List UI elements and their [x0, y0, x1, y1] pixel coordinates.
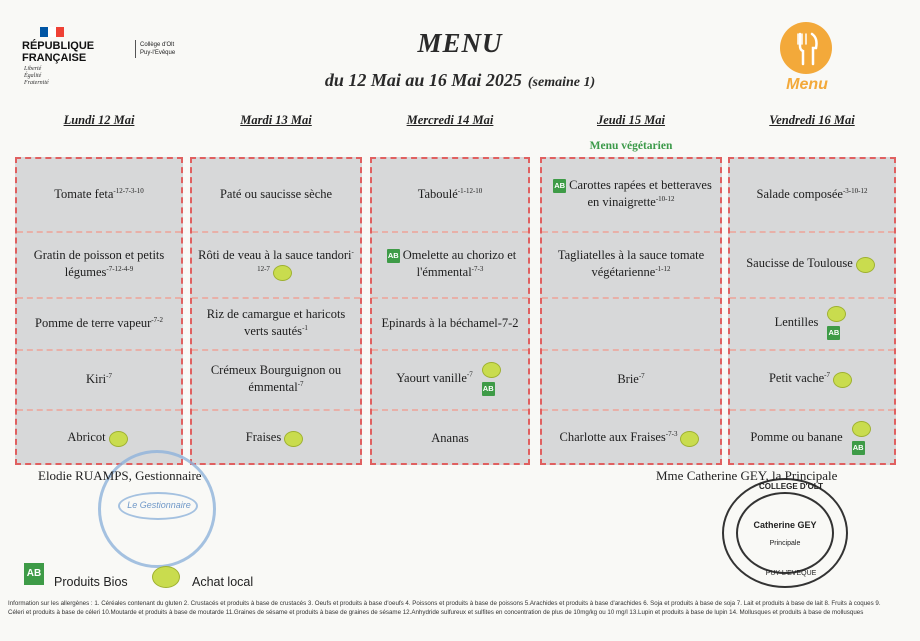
menu-cell: [372, 159, 528, 229]
dish-text: [23, 247, 175, 281]
day-header-monday: Lundi 12 Mai: [63, 113, 135, 127]
dish-text: [198, 247, 354, 281]
page-title: MENU: [417, 28, 503, 58]
dish-name: Abricot: [67, 430, 106, 445]
dish-text: [378, 247, 522, 281]
dish-text: [769, 370, 855, 387]
menu-logo-icon: [780, 22, 832, 74]
allergen-codes: -7-2: [151, 315, 163, 324]
menu-cell: [17, 231, 181, 295]
allergen-codes: -7: [466, 370, 473, 379]
dish-name: Ananas: [431, 430, 469, 445]
dish-name: Fraises: [245, 430, 282, 445]
allergen-codes: -12-7-3-10: [113, 186, 144, 195]
dish-text: [750, 421, 873, 455]
local-badge-icon: [273, 265, 292, 281]
legend-organic: Produits Bios: [54, 575, 128, 589]
menu-cell: [730, 349, 894, 407]
menu-logo-text: Menu: [786, 76, 828, 93]
principal-stamp-inner: [736, 492, 834, 574]
organic-label-icon: AB: [24, 563, 44, 585]
allergen-codes: -10-12: [655, 194, 675, 203]
principal-stamp-town: PUY L'EVEQUE: [765, 570, 817, 577]
menu-cell: [192, 231, 360, 295]
legend-local: Achat local: [192, 575, 254, 589]
dish-name: Gratin de poisson et petits légumes: [33, 248, 165, 279]
republique-francaise: RÉPUBLIQUE FRANÇAISE: [22, 40, 95, 64]
allergen-codes: -1-12-10: [457, 186, 483, 195]
dish-text: [35, 315, 163, 332]
vegetarian-menu-note: Menu végétarien: [589, 140, 673, 152]
dish-text: [67, 429, 130, 446]
dish-name: Rôti de veau à la sauce tandori: [198, 247, 352, 262]
menu-cell: [730, 159, 894, 229]
dish-text: [548, 247, 714, 281]
menu-column-thursday: [540, 157, 722, 465]
allergen-codes: -7: [297, 379, 304, 388]
dish-name: Tagliatelles à la sauce tomate végétarienne: [557, 248, 705, 279]
dish-name: Tomate feta: [54, 186, 114, 201]
menu-cell: [17, 349, 181, 407]
menu-cell: [192, 409, 360, 465]
local-badge-icon: [680, 431, 699, 447]
day-header-thursday: Jeudi 15 Mai: [596, 113, 666, 127]
dish-name: Brie: [617, 371, 639, 386]
cutlery-icon: [780, 22, 832, 74]
principal-stamp-role: Principale: [769, 540, 801, 547]
menu-column-wednesday: [370, 157, 530, 465]
dish-name: Saucisse de Toulouse: [746, 256, 853, 271]
local-badge-icon: [856, 257, 875, 273]
dish-name: Lentilles: [774, 314, 819, 329]
dish-text: [560, 429, 703, 446]
day-header-friday: Vendredi 16 Mai: [769, 113, 855, 127]
menu-cell: [372, 349, 528, 407]
dish-text: [54, 186, 144, 203]
dish-name: Pomme ou banane: [750, 429, 843, 444]
local-badge-icon: [284, 431, 303, 447]
dish-name: Salade composée: [756, 186, 843, 201]
dish-text: [246, 429, 306, 446]
menu-column-tuesday: [190, 157, 362, 465]
dish-name: Crémeux Bourguignon ou émmental: [210, 363, 342, 394]
menu-column-friday: [728, 157, 896, 465]
dish-text: [418, 186, 483, 203]
principal-stamp-name: Catherine GEY: [753, 520, 817, 530]
local-badge-icon: [109, 431, 128, 447]
dish-name: Kiri: [86, 371, 107, 386]
organic-badge-icon: AB: [827, 326, 840, 340]
college-name: Collège d'Olt Puy-l'Evêque: [140, 42, 176, 56]
week-label: (semaine 1): [527, 75, 596, 90]
allergen-codes: -7-12-4-9: [106, 264, 134, 273]
dish-name: Pomme de terre vapeur: [35, 315, 152, 330]
menu-cell: [730, 231, 894, 295]
menu-cell: [372, 297, 528, 347]
allergen-codes: -1-12: [655, 264, 671, 273]
menu-cell: [542, 231, 720, 295]
badge-stack: [479, 362, 504, 396]
dish-name: Paté ou saucisse sèche: [219, 186, 333, 201]
dish-text: [775, 306, 850, 340]
dish-text: [757, 186, 868, 203]
signature-principal: Mme Catherine GEY, la Principale: [656, 468, 838, 483]
badge-stack: [824, 306, 849, 340]
menu-cell: [730, 297, 894, 347]
dish-text: [617, 371, 644, 388]
local-badge-icon: [833, 372, 852, 388]
organic-badge-icon: AB: [482, 382, 495, 396]
organic-badge-icon: AB: [553, 179, 566, 193]
dish-name: Riz de camargue et haricots verts sautés: [206, 307, 346, 338]
allergen-codes: -7: [824, 371, 831, 380]
gestionnaire-stamp-text: Le Gestionnaire: [127, 500, 191, 510]
dish-text: [746, 255, 878, 272]
menu-cell: [542, 297, 720, 347]
dish-text: [220, 186, 332, 203]
dish-text: [396, 362, 503, 396]
dish-name: Petit vache: [768, 371, 825, 386]
menu-cell: [192, 349, 360, 407]
organic-badge-icon: AB: [852, 441, 865, 455]
day-header-wednesday: Mercredi 14 Mai: [406, 113, 494, 127]
local-badge-icon: [482, 362, 501, 378]
allergen-codes: -7: [638, 371, 645, 380]
dish-text: [431, 430, 469, 447]
signature-gestionnaire: Elodie RUAMPS, Gestionnaire: [38, 468, 202, 483]
dish-name: Charlotte aux Fraises: [559, 430, 666, 445]
dish-name: Taboulé: [417, 186, 458, 201]
dish-text: [198, 362, 354, 396]
republic-motto: Liberté Égalité Fraternité: [24, 66, 49, 86]
principal-stamp-college: COLLEGE D'OLT: [759, 482, 823, 491]
local-purchase-icon: [152, 566, 180, 588]
menu-cell: [372, 409, 528, 465]
menu-column-monday: [15, 157, 183, 465]
allergen-codes: -12-7: [257, 247, 354, 273]
allergen-codes: -7-3: [665, 430, 678, 439]
allergen-codes: -1: [302, 323, 308, 332]
allergen-codes: -3-10-12: [842, 186, 868, 195]
dish-name: Epinards à la béchamel-7-2: [381, 315, 519, 330]
menu-cell: [192, 159, 360, 229]
menu-cell: [542, 349, 720, 407]
badge-stack: [849, 421, 874, 455]
menu-cell: [192, 297, 360, 347]
menu-cell: [17, 297, 181, 347]
date-range-text: du 12 Mai au 16 Mai 2025: [324, 70, 522, 90]
menu-cell: [17, 159, 181, 229]
local-badge-icon: [852, 421, 871, 437]
dish-text: [381, 315, 518, 332]
dish-text: [86, 371, 112, 388]
allergen-codes: -7: [106, 371, 112, 380]
dish-name: Omelette au chorizo et l'émmental: [402, 248, 517, 279]
dish-name: Yaourt vanille: [396, 370, 467, 385]
menu-cell: [542, 159, 720, 229]
local-badge-icon: [827, 306, 846, 322]
dish-text: [548, 177, 714, 211]
allergen-codes: -7-3: [471, 264, 484, 273]
menu-cell: [372, 231, 528, 295]
dish-text: [198, 306, 354, 340]
dish-name: Carottes rapées et betteraves en vinaigrette: [569, 178, 712, 209]
organic-badge-icon: AB: [387, 249, 400, 263]
allergen-information: Information sur les allergènes : 1. Céréales contenant du gluten 2. Crustacés et produits à base de crustacés 3. Oeufs et produits à base d'oeufs 4. Poissons et produits à base de poissons 5.Arachides et produits à base d'arachides 6. Soja et produits à base de soja 7. Lait et produits à base de lait 8. Fruits à coques 9. Céleri et produits à base de céleri 10.Moutarde et produits à base de moutarde 11.Graines de sésame et produits à base de graines de sésame 12.Anhydride sulfureux et sulfites en concentration de plus de 10mg/kg ou 10 mg/l 13.Lupin et produits à base de lupin 14. Mollusques et produits à base de mollusques: [8, 600, 881, 616]
menu-cell: [730, 409, 894, 465]
day-header-tuesday: Mardi 13 Mai: [240, 113, 312, 127]
menu-cell: [542, 409, 720, 465]
